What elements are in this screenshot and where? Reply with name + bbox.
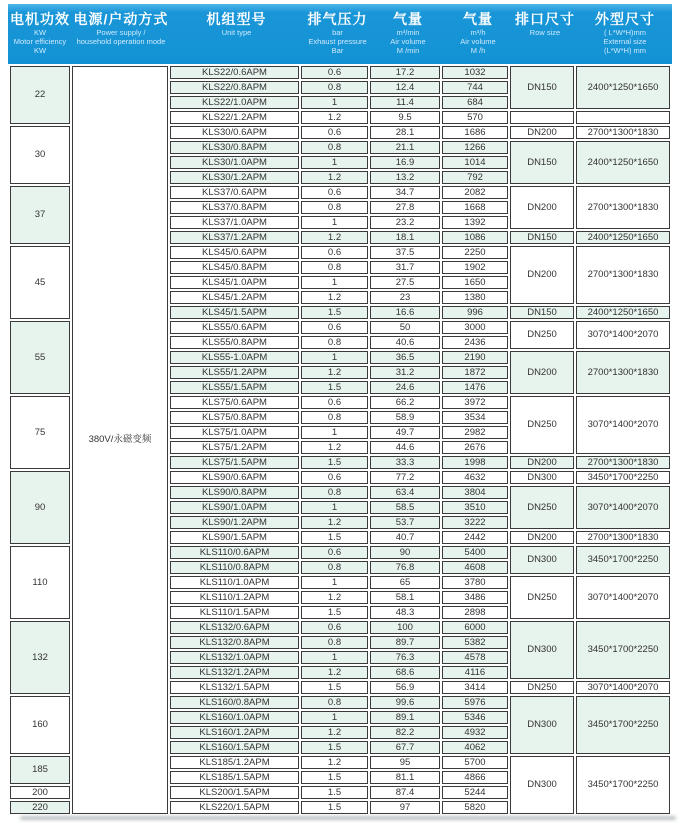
volume-h-cell: 1086 bbox=[442, 231, 508, 244]
port-size-cell: DN250 bbox=[510, 321, 574, 349]
model-cell: KLS160/1.2APM bbox=[170, 726, 299, 739]
volume-min-cell: 27.5 bbox=[370, 276, 440, 289]
volume-min-cell: 87.4 bbox=[370, 786, 440, 799]
pressure-cell: 0.8 bbox=[301, 261, 368, 274]
header-motor-efficiency bbox=[8, 4, 72, 64]
external-size-cell: 2700*1300*1830 bbox=[576, 351, 670, 394]
header-power-supply-sub: Power supply / bbox=[96, 28, 146, 37]
pressure-cell: 0.6 bbox=[301, 66, 368, 79]
volume-h-cell: 4866 bbox=[442, 771, 508, 784]
header-exhaust-pressure-sub: Bar bbox=[331, 46, 344, 55]
volume-min-cell: 100 bbox=[370, 621, 440, 634]
volume-h-cell: 1686 bbox=[442, 126, 508, 139]
pressure-cell: 1.2 bbox=[301, 516, 368, 529]
external-size-cell: 3070*1400*2070 bbox=[576, 576, 670, 619]
pressure-cell: 1.2 bbox=[301, 756, 368, 769]
header-air-volume-h bbox=[444, 4, 512, 64]
header-external-size-sub: ( L*W*H)mm bbox=[603, 28, 647, 37]
port-size-cell: DN200 bbox=[510, 126, 574, 139]
volume-min-cell: 44.6 bbox=[370, 441, 440, 454]
external-size-cell: 2700*1300*1830 bbox=[576, 126, 670, 139]
volume-min-cell: 90 bbox=[370, 546, 440, 559]
pressure-cell: 1.5 bbox=[301, 306, 368, 319]
kw-cell: 45 bbox=[10, 246, 70, 319]
volume-min-cell: 76.3 bbox=[370, 651, 440, 664]
port-size-cell: DN300 bbox=[510, 546, 574, 574]
external-size-cell: 2700*1300*1830 bbox=[576, 246, 670, 304]
external-size-cell: 3450*1700*2250 bbox=[576, 696, 670, 754]
volume-min-cell: 23 bbox=[370, 291, 440, 304]
model-cell: KLS160/0.8APM bbox=[170, 696, 299, 709]
volume-h-cell: 2436 bbox=[442, 336, 508, 349]
port-size-cell: DN200 bbox=[510, 456, 574, 469]
volume-min-cell: 11.4 bbox=[370, 96, 440, 109]
volume-h-cell: 2190 bbox=[442, 351, 508, 364]
model-cell: KLS132/1.2APM bbox=[170, 666, 299, 679]
pressure-cell: 1.2 bbox=[301, 111, 368, 124]
volume-min-cell: 67.7 bbox=[370, 741, 440, 754]
volume-min-cell: 24.6 bbox=[370, 381, 440, 394]
pressure-cell: 1.2 bbox=[301, 171, 368, 184]
volume-min-cell: 17.2 bbox=[370, 66, 440, 79]
model-cell: KLS22/0.6APM bbox=[170, 66, 299, 79]
volume-h-cell: 6000 bbox=[442, 621, 508, 634]
header-row-size bbox=[512, 4, 578, 64]
pressure-cell: 1.5 bbox=[301, 606, 368, 619]
volume-h-cell: 4932 bbox=[442, 726, 508, 739]
volume-h-cell: 2982 bbox=[442, 426, 508, 439]
volume-min-cell: 36.5 bbox=[370, 351, 440, 364]
volume-min-cell: 66.2 bbox=[370, 396, 440, 409]
header-external-size-sub: External size bbox=[603, 37, 647, 46]
external-size-cell: 3070*1400*2070 bbox=[576, 321, 670, 349]
volume-min-cell: 48.3 bbox=[370, 606, 440, 619]
volume-h-cell: 3534 bbox=[442, 411, 508, 424]
pressure-cell: 1.2 bbox=[301, 231, 368, 244]
kw-cell: 220 bbox=[10, 801, 70, 814]
model-cell: KLS185/1.2APM bbox=[170, 756, 299, 769]
pressure-cell: 0.8 bbox=[301, 696, 368, 709]
volume-h-cell: 3972 bbox=[442, 396, 508, 409]
model-cell: KLS90/1.5APM bbox=[170, 531, 299, 544]
volume-h-cell: 5700 bbox=[442, 756, 508, 769]
model-cell: KLS45/0.6APM bbox=[170, 246, 299, 259]
pressure-cell: 1.2 bbox=[301, 441, 368, 454]
volume-h-cell: 1998 bbox=[442, 456, 508, 469]
volume-h-cell: 1668 bbox=[442, 201, 508, 214]
header-air-volume-h-sub: m³/h bbox=[470, 28, 486, 37]
volume-h-cell: 4608 bbox=[442, 561, 508, 574]
volume-min-cell: 40.7 bbox=[370, 531, 440, 544]
external-size-cell: 2700*1300*1830 bbox=[576, 531, 670, 544]
port-size-cell: DN150 bbox=[510, 66, 574, 109]
kw-cell: 37 bbox=[10, 186, 70, 244]
external-size-cell: 3450*1700*2250 bbox=[576, 546, 670, 574]
pressure-cell: 1 bbox=[301, 711, 368, 724]
pressure-cell: 0.8 bbox=[301, 201, 368, 214]
model-cell: KLS160/1.0APM bbox=[170, 711, 299, 724]
volume-min-cell: 53.7 bbox=[370, 516, 440, 529]
model-cell: KLS132/1.0APM bbox=[170, 651, 299, 664]
pressure-cell: 0.8 bbox=[301, 561, 368, 574]
volume-h-cell: 3414 bbox=[442, 681, 508, 694]
volume-min-cell: 27.8 bbox=[370, 201, 440, 214]
external-size-cell: 2400*1250*1650 bbox=[576, 66, 670, 109]
volume-h-cell: 684 bbox=[442, 96, 508, 109]
model-cell: KLS37/1.0APM bbox=[170, 216, 299, 229]
port-size-cell: DN200 bbox=[510, 246, 574, 304]
volume-min-cell: 58.9 bbox=[370, 411, 440, 424]
header-external-size-zh: 外型尺寸 bbox=[595, 11, 655, 27]
volume-h-cell: 4062 bbox=[442, 741, 508, 754]
port-size-cell: DN200 bbox=[510, 531, 574, 544]
volume-min-cell: 31.2 bbox=[370, 366, 440, 379]
model-cell: KLS110/0.8APM bbox=[170, 561, 299, 574]
volume-min-cell: 63.4 bbox=[370, 486, 440, 499]
volume-h-cell: 2442 bbox=[442, 531, 508, 544]
pressure-cell: 1.5 bbox=[301, 741, 368, 754]
volume-min-cell: 49.7 bbox=[370, 426, 440, 439]
pressure-cell: 1.2 bbox=[301, 366, 368, 379]
volume-min-cell: 99.6 bbox=[370, 696, 440, 709]
header-external-size bbox=[578, 4, 672, 64]
port-size-cell: DN300 bbox=[510, 621, 574, 679]
volume-min-cell: 40.6 bbox=[370, 336, 440, 349]
pressure-cell: 1 bbox=[301, 501, 368, 514]
pressure-cell: 1.2 bbox=[301, 666, 368, 679]
volume-h-cell: 5400 bbox=[442, 546, 508, 559]
volume-h-cell: 5976 bbox=[442, 696, 508, 709]
model-cell: KLS30/0.8APM bbox=[170, 141, 299, 154]
model-cell: KLS30/0.6APM bbox=[170, 126, 299, 139]
kw-cell: 185 bbox=[10, 756, 70, 784]
external-size-cell: 2400*1250*1650 bbox=[576, 231, 670, 244]
header-external-size-sub: (L*W*H) mm bbox=[603, 46, 647, 55]
model-cell: KLS22/1.2APM bbox=[170, 111, 299, 124]
volume-min-cell: 50 bbox=[370, 321, 440, 334]
model-cell: KLS90/1.0APM bbox=[170, 501, 299, 514]
spec-table-body bbox=[10, 66, 670, 814]
external-size-cell: 3450*1700*2250 bbox=[576, 756, 670, 814]
model-cell: KLS75/1.0APM bbox=[170, 426, 299, 439]
pressure-cell: 1.5 bbox=[301, 771, 368, 784]
pressure-cell: 0.6 bbox=[301, 471, 368, 484]
volume-h-cell: 744 bbox=[442, 81, 508, 94]
header-unit-type-zh: 机组型号 bbox=[206, 11, 267, 27]
volume-min-cell: 34.7 bbox=[370, 186, 440, 199]
kw-cell: 30 bbox=[10, 126, 70, 184]
volume-h-cell: 1032 bbox=[442, 66, 508, 79]
pressure-cell: 1 bbox=[301, 576, 368, 589]
port-size-cell: DN250 bbox=[510, 486, 574, 529]
kw-cell: 160 bbox=[10, 696, 70, 754]
header-exhaust-pressure bbox=[303, 4, 372, 64]
external-size-cell: 3070*1400*2070 bbox=[576, 681, 670, 694]
header-exhaust-pressure-zh: 排气压力 bbox=[307, 11, 368, 27]
volume-h-cell: 3000 bbox=[442, 321, 508, 334]
header-row-size-sub: Row size bbox=[529, 28, 561, 37]
external-size-cell: 3070*1400*2070 bbox=[576, 396, 670, 454]
header-power-supply-sub: household operation mode bbox=[76, 37, 166, 46]
header-air-volume-min-sub: Air volume bbox=[390, 37, 426, 46]
table-header bbox=[8, 4, 672, 64]
pressure-cell: 0.8 bbox=[301, 336, 368, 349]
kw-cell: 110 bbox=[10, 546, 70, 619]
model-cell: KLS55-1.0APM bbox=[170, 351, 299, 364]
external-size-cell: 3450*1700*2250 bbox=[576, 621, 670, 679]
model-cell: KLS22/1.0APM bbox=[170, 96, 299, 109]
volume-min-cell: 58.1 bbox=[370, 591, 440, 604]
pressure-cell: 0.6 bbox=[301, 546, 368, 559]
volume-min-cell: 33.3 bbox=[370, 456, 440, 469]
header-air-volume-min-sub: M /min bbox=[396, 46, 420, 55]
volume-min-cell: 56.9 bbox=[370, 681, 440, 694]
table-row bbox=[10, 66, 670, 79]
model-cell: KLS45/1.5APM bbox=[170, 306, 299, 319]
model-cell: KLS110/1.0APM bbox=[170, 576, 299, 589]
model-cell: KLS90/0.8APM bbox=[170, 486, 299, 499]
volume-min-cell: 12.4 bbox=[370, 81, 440, 94]
model-cell: KLS45/1.0APM bbox=[170, 276, 299, 289]
model-cell: KLS132/1.5APM bbox=[170, 681, 299, 694]
port-size-cell: DN250 bbox=[510, 396, 574, 454]
external-size-cell: 3450*1700*2250 bbox=[576, 471, 670, 484]
volume-h-cell: 1380 bbox=[442, 291, 508, 304]
volume-h-cell: 1902 bbox=[442, 261, 508, 274]
volume-h-cell: 1266 bbox=[442, 141, 508, 154]
external-size-cell: 2700*1300*1830 bbox=[576, 456, 670, 469]
model-cell: KLS75/1.5APM bbox=[170, 456, 299, 469]
pressure-cell: 1 bbox=[301, 426, 368, 439]
header-motor-efficiency-sub: KW bbox=[33, 46, 47, 55]
model-cell: KLS110/1.5APM bbox=[170, 606, 299, 619]
volume-h-cell: 5244 bbox=[442, 786, 508, 799]
kw-cell: 22 bbox=[10, 66, 70, 124]
kw-cell: 132 bbox=[10, 621, 70, 694]
header-air-volume-min-sub: m³/min bbox=[396, 28, 420, 37]
header-motor-efficiency-sub: KW bbox=[33, 28, 47, 37]
model-cell: KLS55/1.2APM bbox=[170, 366, 299, 379]
volume-h-cell: 5382 bbox=[442, 636, 508, 649]
volume-h-cell: 1014 bbox=[442, 156, 508, 169]
volume-h-cell: 792 bbox=[442, 171, 508, 184]
external-size-cell: 2400*1250*1650 bbox=[576, 141, 670, 184]
pressure-cell: 0.6 bbox=[301, 621, 368, 634]
volume-min-cell: 9.5 bbox=[370, 111, 440, 124]
volume-h-cell: 5820 bbox=[442, 801, 508, 814]
power-cell: 380V/永磁变频 bbox=[72, 66, 168, 814]
pressure-cell: 0.8 bbox=[301, 81, 368, 94]
pressure-cell: 1 bbox=[301, 156, 368, 169]
port-size-cell: DN150 bbox=[510, 306, 574, 319]
header-air-volume-h-sub: M /h bbox=[470, 46, 486, 55]
volume-h-cell: 570 bbox=[442, 111, 508, 124]
port-size-cell bbox=[510, 111, 574, 124]
kw-cell: 200 bbox=[10, 786, 70, 799]
volume-h-cell: 1872 bbox=[442, 366, 508, 379]
port-size-cell: DN300 bbox=[510, 471, 574, 484]
pressure-cell: 1.5 bbox=[301, 786, 368, 799]
pressure-cell: 1.5 bbox=[301, 531, 368, 544]
volume-h-cell: 4116 bbox=[442, 666, 508, 679]
header-row-size-zh: 排口尺寸 bbox=[515, 11, 575, 27]
volume-min-cell: 23.2 bbox=[370, 216, 440, 229]
port-size-cell: DN300 bbox=[510, 756, 574, 814]
pressure-cell: 0.8 bbox=[301, 486, 368, 499]
header-exhaust-pressure-sub: bar bbox=[332, 28, 343, 37]
volume-h-cell: 1476 bbox=[442, 381, 508, 394]
model-cell: KLS132/0.8APM bbox=[170, 636, 299, 649]
header-power-supply-zh: 电源/户动方式 bbox=[73, 11, 169, 27]
pressure-cell: 1.5 bbox=[301, 456, 368, 469]
pressure-cell: 0.6 bbox=[301, 186, 368, 199]
header-air-volume-min-zh: 气量 bbox=[393, 11, 423, 27]
volume-min-cell: 16.9 bbox=[370, 156, 440, 169]
pressure-cell: 0.6 bbox=[301, 396, 368, 409]
pressure-cell: 1.2 bbox=[301, 291, 368, 304]
external-size-cell: 2700*1300*1830 bbox=[576, 186, 670, 229]
external-size-cell bbox=[576, 111, 670, 124]
kw-cell: 75 bbox=[10, 396, 70, 469]
model-cell: KLS110/0.6APM bbox=[170, 546, 299, 559]
volume-h-cell: 996 bbox=[442, 306, 508, 319]
header-air-volume-min bbox=[372, 4, 444, 64]
model-cell: KLS22/0.8APM bbox=[170, 81, 299, 94]
model-cell: KLS30/1.0APM bbox=[170, 156, 299, 169]
volume-h-cell: 4578 bbox=[442, 651, 508, 664]
kw-cell: 90 bbox=[10, 471, 70, 544]
model-cell: KLS30/1.2APM bbox=[170, 171, 299, 184]
volume-h-cell: 1650 bbox=[442, 276, 508, 289]
volume-h-cell: 2250 bbox=[442, 246, 508, 259]
model-cell: KLS37/0.6APM bbox=[170, 186, 299, 199]
header-air-volume-h-zh: 气量 bbox=[463, 11, 493, 27]
pressure-cell: 0.8 bbox=[301, 636, 368, 649]
pressure-cell: 0.6 bbox=[301, 126, 368, 139]
volume-min-cell: 18.1 bbox=[370, 231, 440, 244]
header-motor-efficiency-sub: Motor efficiency bbox=[13, 37, 67, 46]
volume-min-cell: 58.5 bbox=[370, 501, 440, 514]
pressure-cell: 1.5 bbox=[301, 381, 368, 394]
model-cell: KLS37/1.2APM bbox=[170, 231, 299, 244]
header-motor-efficiency-zh: 电机功效 bbox=[10, 11, 70, 27]
volume-h-cell: 3486 bbox=[442, 591, 508, 604]
pressure-cell: 1.5 bbox=[301, 801, 368, 814]
pressure-cell: 1 bbox=[301, 276, 368, 289]
volume-min-cell: 89.7 bbox=[370, 636, 440, 649]
model-cell: KLS75/0.8APM bbox=[170, 411, 299, 424]
port-size-cell: DN250 bbox=[510, 681, 574, 694]
volume-min-cell: 81.1 bbox=[370, 771, 440, 784]
model-cell: KLS45/1.2APM bbox=[170, 291, 299, 304]
header-air-volume-h-sub: Air volume bbox=[460, 37, 496, 46]
model-cell: KLS75/0.6APM bbox=[170, 396, 299, 409]
volume-h-cell: 3222 bbox=[442, 516, 508, 529]
port-size-cell: DN250 bbox=[510, 576, 574, 619]
volume-h-cell: 2676 bbox=[442, 441, 508, 454]
model-cell: KLS55/0.6APM bbox=[170, 321, 299, 334]
header-power-supply bbox=[72, 4, 170, 64]
volume-min-cell: 76.8 bbox=[370, 561, 440, 574]
model-cell: KLS110/1.2APM bbox=[170, 591, 299, 604]
model-cell: KLS45/0.8APM bbox=[170, 261, 299, 274]
pressure-cell: 0.6 bbox=[301, 246, 368, 259]
port-size-cell: DN150 bbox=[510, 141, 574, 184]
volume-min-cell: 82.2 bbox=[370, 726, 440, 739]
pressure-cell: 1.5 bbox=[301, 681, 368, 694]
volume-h-cell: 4632 bbox=[442, 471, 508, 484]
pressure-cell: 1.2 bbox=[301, 591, 368, 604]
model-cell: KLS160/1.5APM bbox=[170, 741, 299, 754]
model-cell: KLS55/1.5APM bbox=[170, 381, 299, 394]
volume-min-cell: 68.6 bbox=[370, 666, 440, 679]
model-cell: KLS75/1.2APM bbox=[170, 441, 299, 454]
volume-min-cell: 28.1 bbox=[370, 126, 440, 139]
spec-table bbox=[8, 64, 672, 816]
pressure-cell: 0.6 bbox=[301, 321, 368, 334]
volume-min-cell: 77.2 bbox=[370, 471, 440, 484]
pressure-cell: 1.2 bbox=[301, 726, 368, 739]
volume-min-cell: 13.2 bbox=[370, 171, 440, 184]
volume-h-cell: 3780 bbox=[442, 576, 508, 589]
volume-h-cell: 1392 bbox=[442, 216, 508, 229]
header-unit-type-sub: Unit type bbox=[221, 28, 252, 37]
volume-min-cell: 65 bbox=[370, 576, 440, 589]
kw-cell: 55 bbox=[10, 321, 70, 394]
model-cell: KLS55/0.8APM bbox=[170, 336, 299, 349]
model-cell: KLS90/1.2APM bbox=[170, 516, 299, 529]
port-size-cell: DN200 bbox=[510, 351, 574, 394]
table-shadow bbox=[20, 816, 676, 820]
volume-h-cell: 2898 bbox=[442, 606, 508, 619]
external-size-cell: 2400*1250*1650 bbox=[576, 306, 670, 319]
model-cell: KLS185/1.5APM bbox=[170, 771, 299, 784]
pressure-cell: 1 bbox=[301, 351, 368, 364]
pressure-cell: 0.8 bbox=[301, 411, 368, 424]
model-cell: KLS200/1.5APM bbox=[170, 786, 299, 799]
pressure-cell: 1 bbox=[301, 96, 368, 109]
pressure-cell: 1 bbox=[301, 651, 368, 664]
model-cell: KLS220/1.5APM bbox=[170, 801, 299, 814]
volume-min-cell: 31.7 bbox=[370, 261, 440, 274]
volume-h-cell: 5346 bbox=[442, 711, 508, 724]
volume-h-cell: 2082 bbox=[442, 186, 508, 199]
volume-min-cell: 89.1 bbox=[370, 711, 440, 724]
volume-min-cell: 95 bbox=[370, 756, 440, 769]
model-cell: KLS90/0.6APM bbox=[170, 471, 299, 484]
pressure-cell: 0.8 bbox=[301, 141, 368, 154]
external-size-cell: 3070*1400*2070 bbox=[576, 486, 670, 529]
model-cell: KLS132/0.6APM bbox=[170, 621, 299, 634]
pressure-cell: 1 bbox=[301, 216, 368, 229]
port-size-cell: DN300 bbox=[510, 696, 574, 754]
header-unit-type bbox=[170, 4, 303, 64]
port-size-cell: DN200 bbox=[510, 186, 574, 229]
volume-h-cell: 3804 bbox=[442, 486, 508, 499]
volume-min-cell: 97 bbox=[370, 801, 440, 814]
volume-min-cell: 16.6 bbox=[370, 306, 440, 319]
volume-h-cell: 3510 bbox=[442, 501, 508, 514]
volume-min-cell: 21.1 bbox=[370, 141, 440, 154]
volume-min-cell: 37.5 bbox=[370, 246, 440, 259]
port-size-cell: DN150 bbox=[510, 231, 574, 244]
model-cell: KLS37/0.8APM bbox=[170, 201, 299, 214]
header-exhaust-pressure-sub: Exhaust pressure bbox=[308, 37, 367, 46]
